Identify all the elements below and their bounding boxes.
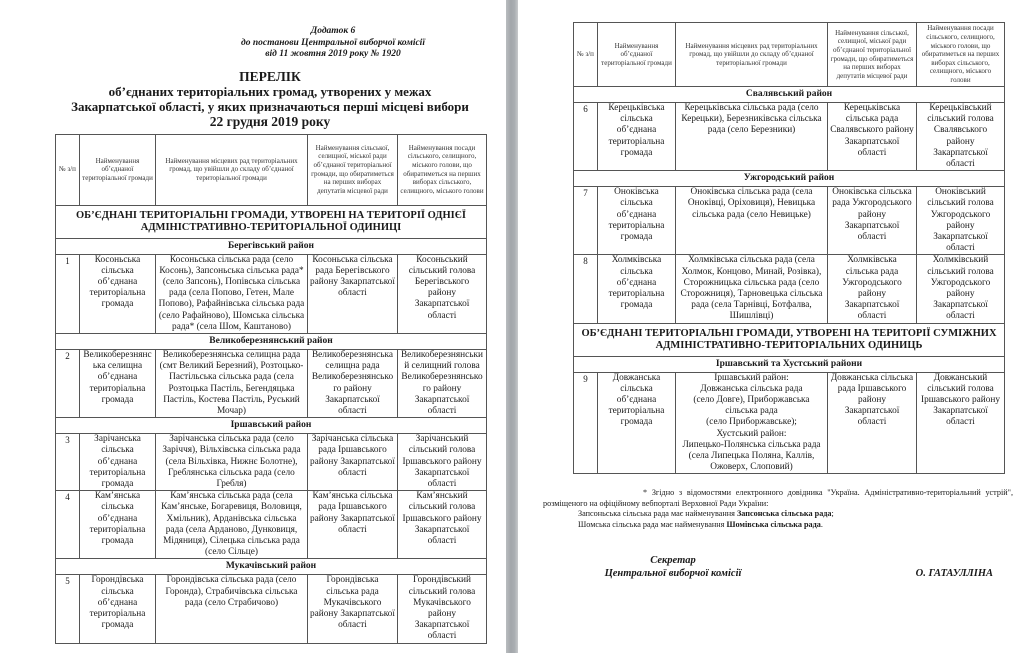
row-number: 1 [56,254,80,333]
district-berehove: Берегівський район [56,238,487,254]
row-number: 8 [574,255,598,323]
title-heading: ПЕРЕЛІК [239,68,301,84]
council-line: Довжанська сільська рада [700,383,803,394]
district-row [574,87,1005,103]
head-position: Великоберезнянський селищний голова Великоберезнянського району Закарпатської області [398,349,487,417]
row-number: 9 [574,372,598,474]
footnote-source [543,488,1013,509]
section-row [56,205,487,238]
footnote [543,488,1013,530]
column-header-number: № з/п [56,134,80,205]
council-name: Холмківська сільська рада Ужгородського району Закарпатської області [828,255,917,323]
annex-date: від 11 жовтня 2019 року № 1920 [265,49,401,59]
signature-position [573,554,773,580]
district-row [56,418,487,434]
column-header-council-name: Найменування сільської, селищної, міської ради об’єднаної територіальної громади, що обиратиметься на перших виборах депутатів місцевої ради [308,134,398,205]
district-irshava-khust: Іршавський та Хустський райони [574,356,1005,372]
section-single-unit: ОБ’ЄДНАНІ ТЕРИТОРІАЛЬНІ ГРОМАДИ, УТВОРЕНІ НА ТЕРИТОРІЇ ОДНІЄЇ АДМІНІСТРАТИВНО-ТЕРИТОРІАЛЬНОЇ ОДИНИЦІ [56,205,487,238]
council-name: Великоберезнянська селищна рада Великоберезнянського району Закарпатської області [308,349,398,417]
council-name: Оноківська сільська рада Ужгородського району Закарпатської області [828,187,917,255]
council-line: (село Приборжавське); [706,417,797,428]
member-councils: Кам’янська сільська рада (села Кам’янське, Богаревиця, Воловиця, Хмільник), Арданівська сільська рада (села Арданово, Дунковиця, Мідяниця), Сілецька сільська рада (село Сільце) [156,491,308,559]
community-name: Великоберезнянська селищна об’єднана територіальна громада [80,349,156,417]
member-councils [676,372,828,474]
section-row [574,323,1005,356]
member-councils: Холмківська сільська рада (села Холмок, Концово, Минай, Розівка), Сторожницька сільська рада (село Сторожниця), Тарновецька сільська рада (села Тарнівці, Ботфалва, Шишлівці) [676,255,828,323]
district-row [56,333,487,349]
council-line: (село Довге), Приборжавська [693,395,810,406]
community-name: Довжанська сільська об’єднана територіальна громада [598,372,676,474]
table-header-row [56,134,487,205]
table-row [574,187,1005,255]
row-number: 3 [56,434,80,491]
district-svaliava: Свалявський район [574,87,1005,103]
community-name: Горондівська сільська об’єднана територіальна громада [80,575,156,643]
row-number: 5 [56,575,80,643]
row-number: 6 [574,103,598,171]
head-position: Горондівський сільський голова Мукачівського району Закарпатської області [398,575,487,643]
footnote-note-2 [543,520,1013,531]
row-number: 2 [56,349,80,417]
signature-block [573,554,1003,580]
title-line-1: об’єднаних територіальних громад, утворених у межах [108,83,432,99]
district-uzhhorod: Ужгородський район [574,171,1005,187]
table-header-row [574,23,1005,87]
community-name: Холмківська сільська об’єднана територіальна громада [598,255,676,323]
council-name: Горондівська сільська рада Мукачівського району Закарпатської області [308,575,398,643]
member-councils: Косоньська сільська рада (село Косонь), Запсоньська сільська рада* (село Запсонь), Попівська сільська рада (села Попово, Гетен, Мале Попово), Рафайнівська сільська рада (село Рафайново), Шомська сільська рада* (села Шом, Каштаново) [156,254,308,333]
page-separator [506,0,518,653]
council-line: Хустський район: [716,428,787,439]
head-position: Керецьківський сільський голова Свалявського району Закарпатської області [917,103,1005,171]
member-councils: Великоберезнянська селищна рада (смт Великий Березний), Розтоцько-Пастільська сільська рада (села Розтоцька Пастіль, Бегендяцька Пастіль, Костева Пастіль, Руський Мочар) [156,349,308,417]
district-irshava: Іршавський район [56,418,487,434]
column-header-councils: Найменування місцевих рад територіальних громад, що увійшли до складу об’єднаної територіальної громади [156,134,308,205]
signature-title: Секретар [650,555,696,567]
community-name: Керецьківська сільська об’єднана територіальна громада [598,103,676,171]
head-position: Зарічанський сільський голова Іршавського району Закарпатської області [398,434,487,491]
council-line: (села Липецька Поляна, Каллів, [688,451,815,462]
title-line-3: 22 грудня 2019 року [209,113,331,129]
signature-name: О. ГАТАУЛЛІНА [915,568,993,580]
head-position: Холмківський сільський голова Ужгородського району Закарпатської області [917,255,1005,323]
note-2-official-name: Шомівська сільська рада [726,519,821,529]
note-1-punct: ; [831,509,834,519]
column-header-head-position: Найменування посади сільського, селищного, міського голови, що обиратиметься на перших виборах сільського, селищного, міського голови [917,23,1005,87]
signature-organization: Центральної виборчої комісії [604,568,742,580]
council-name: Довжанська сільська рада Іршавського району Закарпатської області [828,372,917,474]
member-councils: Керецьківська сільська рада (село Керецьки), Березниківська сільська рада (село Березники) [676,103,828,171]
member-councils: Зарічанська сільська рада (село Заріччя), Вільхівська сільська рада (села Вільхівка, Нижнє Болотне), Греблянська сільська рада (село Гребля) [156,434,308,491]
table-row [574,255,1005,323]
member-councils: Оноківська сільська рада (села Оноківці, Оріховиця), Невицька сільська рада (село Невицьке) [676,187,828,255]
communities-table-part-2 [573,22,1005,474]
footnote-source-text: * Згідно з відомостями електронного довідника "Україна. Адміністративно-територіальний устрій", розміщеного на офіційному вебпорталі Верховної Ради України: [543,488,1013,508]
column-header-councils: Найменування місцевих рад територіальних громад, що увійшли до складу об’єднаної територіальної громади [676,23,828,87]
column-header-community: Найменування об’єднаної територіальної громади [598,23,676,87]
column-header-head-position: Найменування посади сільського, селищного, міського голови, що обиратиметься на перших виборах сільського, селищного, міського голови [398,134,487,205]
council-name: Косоньська сільська рада Берегівського району Закарпатської області [308,254,398,333]
column-header-number: № з/п [574,23,598,87]
district-mukachevo: Мукачівський район [56,559,487,575]
row-number: 7 [574,187,598,255]
note-1-text: Запсоньська сільська рада має найменування [578,509,735,519]
document-page-2 [518,0,1024,653]
district-row [56,559,487,575]
document-title [40,69,500,129]
member-councils: Горондівська сільська рада (село Горонда), Страбичівська сільська рада (село Страбичово) [156,575,308,643]
council-line: Липецько-Полянська сільська рада [682,439,821,450]
council-name: Зарічанська сільська рада Іршавського району Закарпатської області [308,434,398,491]
district-row [574,356,1005,372]
head-position: Кам’янський сільський голова Іршавського району Закарпатської області [398,491,487,559]
council-line: Іршавський район: [714,372,789,383]
head-position: Оноківський сільський голова Ужгородського району Закарпатської області [917,187,1005,255]
communities-table-part-1 [55,134,487,644]
table-row [574,103,1005,171]
table-row [574,372,1005,474]
row-number: 4 [56,491,80,559]
note-2-punct: . [820,519,823,529]
district-row [574,171,1005,187]
note-1-official-name: Запсонська сільська рада [736,509,832,519]
council-name: Керецьківська сільська рада Свалявського району Закарпатської області [828,103,917,171]
table-row [56,349,487,417]
table-row [56,254,487,333]
council-line: Ожоверх, Слоповий) [710,462,793,473]
note-2-text: Шомська сільська рада має найменування [578,519,725,529]
table-row [56,575,487,643]
table-row [56,491,487,559]
title-line-2: Закарпатської області, у яких призначаються перші місцеві вибори [71,98,469,114]
head-position: Косоньський сільський голова Берегівського району Закарпатської області [398,254,487,333]
council-line: сільська рада [725,406,778,417]
community-name: Оноківська сільська об’єднана територіальна громада [598,187,676,255]
community-name: Косоньська сільська об’єднана територіальна громада [80,254,156,333]
community-name: Кам’янська сільська об’єднана територіальна громада [80,491,156,559]
community-name: Зарічанська сільська об’єднана територіальна громада [80,434,156,491]
annex-header [160,26,506,61]
district-velykyi-bereznyi: Великоберезнянський район [56,333,487,349]
column-header-community: Найменування об’єднаної територіальної громади [80,134,156,205]
council-name: Кам’янська сільська рада Іршавського району Закарпатської області [308,491,398,559]
district-row [56,238,487,254]
head-position: Довжанський сільський голова Іршавського району Закарпатської області [917,372,1005,474]
column-header-council-name: Найменування сільської, селищної, міської ради об’єднаної територіальної громади, що обиратиметься на перших виборах депутатів місцевої ради [828,23,917,87]
footnote-note-1 [543,509,1013,520]
table-row [56,434,487,491]
annex-number: Додаток 6 [310,26,356,36]
document-page-1 [0,0,506,653]
section-adjacent-units: ОБ’ЄДНАНІ ТЕРИТОРІАЛЬНІ ГРОМАДИ, УТВОРЕНІ НА ТЕРИТОРІЇ СУМІЖНИХ АДМІНІСТРАТИВНО-ТЕРИТОРІАЛЬНИХ ОДИНИЦЬ [574,323,1005,356]
annex-resolution: до постанови Центральної виборчої комісії [241,37,425,48]
